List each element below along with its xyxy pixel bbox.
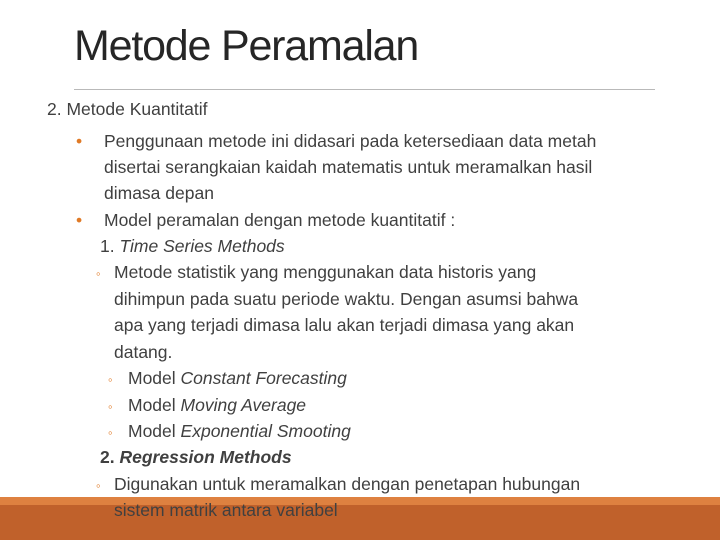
- bullet1-line1: Penggunaan metode ini didasari pada ketersediaan data metah: [104, 131, 597, 151]
- ring-marker: ◦: [108, 372, 113, 387]
- title-divider: [74, 89, 655, 90]
- model-item-constant: Model Constant Forecasting: [128, 368, 347, 388]
- regression-label: Regression Methods: [119, 447, 292, 467]
- ts-desc-line4: datang.: [114, 342, 173, 362]
- bullet-marker: •: [76, 210, 83, 230]
- ring-marker: ◦: [96, 266, 101, 281]
- bullet2-text: Model peramalan dengan metode kuantitatif :: [104, 210, 456, 230]
- regression-heading: [100, 444, 292, 470]
- footer-bar-edge: [0, 497, 720, 505]
- time-series-number: 1.: [100, 236, 115, 256]
- ring-marker: ◦: [108, 425, 113, 440]
- model-item-exponential: Model Exponential Smooting: [128, 421, 351, 441]
- reg-desc-line2: sistem matrik antara variabel: [114, 500, 338, 520]
- bullet-marker: •: [76, 131, 83, 151]
- ring-marker: ◦: [96, 478, 101, 493]
- model-item-moving-average: Model Moving Average: [128, 395, 307, 415]
- ts-desc-line3: apa yang terjadi dimasa lalu akan terjadi dimasa yang akan: [114, 315, 575, 335]
- ts-desc-line2: dihimpun pada suatu periode waktu. Dengan asumsi bahwa: [114, 289, 579, 309]
- reg-desc-line1: Digunakan untuk meramalkan dengan penetapan hubungan: [114, 474, 581, 494]
- bullet1-line3: dimasa depan: [104, 183, 214, 203]
- ts-desc-line1: Metode statistik yang menggunakan data historis yang: [114, 262, 537, 282]
- footer-bar: [0, 497, 720, 540]
- time-series-heading: [100, 233, 285, 259]
- time-series-label: Time Series Methods: [119, 236, 285, 256]
- regression-number: 2.: [100, 447, 115, 467]
- ring-marker: ◦: [108, 399, 113, 414]
- bullet1-line2: disertai serangkaian kaidah matematis untuk meramalkan hasil: [104, 157, 593, 177]
- slide-title: Metode Peramalan: [74, 22, 419, 70]
- section-heading: 2. Metode Kuantitatif: [47, 99, 208, 119]
